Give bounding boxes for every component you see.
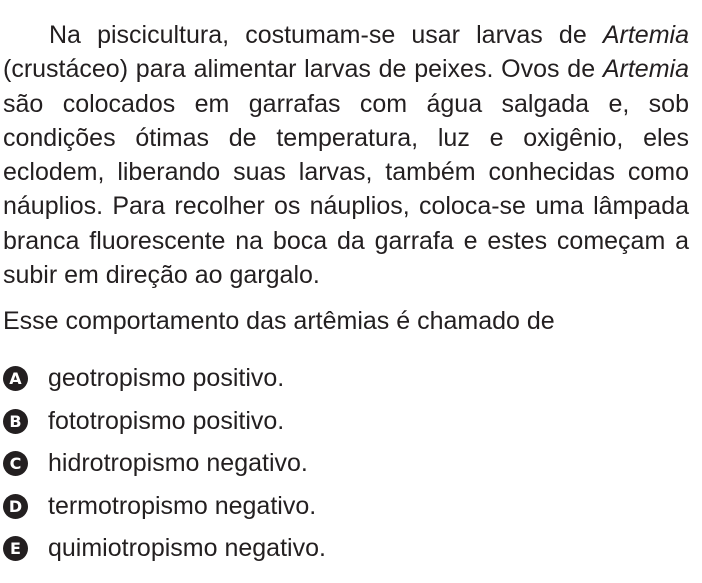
stem-text-2: (crustáceo) para alimentar larvas de peixes. Ovos de — [3, 55, 603, 84]
option-letter-badge: C — [3, 451, 28, 476]
question-stem — [3, 18, 689, 292]
option-letter-badge: A — [3, 366, 28, 391]
scientific-name: Artemia — [602, 55, 689, 84]
option-letter-badge: E — [3, 536, 28, 561]
option-d[interactable] — [3, 485, 689, 528]
stem-text-1: Na piscicultura, costumam-se usar larvas de — [49, 21, 603, 49]
option-text: termotropismo negativo. — [48, 491, 317, 520]
option-text: quimiotropismo negativo. — [48, 534, 326, 563]
scientific-name: Artemia — [602, 21, 689, 49]
option-text: fototropismo positivo. — [48, 406, 285, 435]
option-e[interactable] — [3, 527, 689, 570]
option-letter-badge: D — [3, 494, 28, 519]
answer-options — [3, 357, 689, 570]
option-text: geotropismo positivo. — [48, 364, 285, 393]
question-prompt: Esse comportamento das artêmias é chamado de — [3, 307, 555, 336]
option-a[interactable] — [3, 357, 689, 400]
option-c[interactable] — [3, 442, 689, 485]
option-letter-badge: B — [3, 409, 28, 434]
stem-text-3: são colocados em garrafas com água salgada e, sob condições ótimas de temperatura, luz e oxigênio, eles eclodem, liberando suas larvas, também conhecidas como náuplios. Para recolher os náuplios, coloca-se uma lâmpada branca fluorescente na boca da garrafa e estes começam a subir em direção ao gargalo. — [3, 89, 689, 290]
option-text: hidrotropismo negativo. — [48, 449, 308, 478]
question — [3, 18, 689, 570]
option-b[interactable] — [3, 400, 689, 443]
